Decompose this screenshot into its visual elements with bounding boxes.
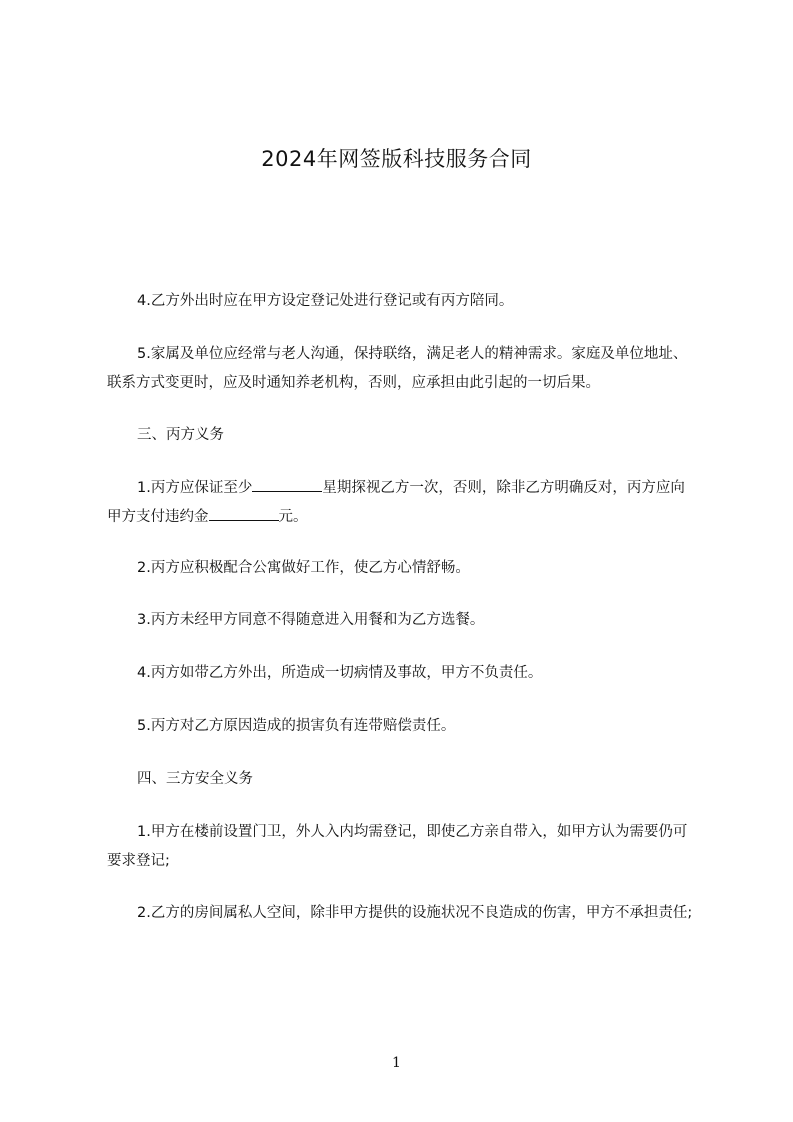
clause-c1-part-1: 1.丙方应保证至少 [137, 480, 253, 496]
clause-c1-part-3: 元。 [278, 509, 308, 525]
clause-s1-gatekeeper: 1.甲方在楼前设置门卫，外人入内均需登记，即使乙方亲自带入，如甲方认为需要仍可要求登记; [107, 824, 688, 869]
clause-c4-outing-liability: 4.丙方如带乙方外出，所造成一切病情及事故，甲方不负责任。 [137, 665, 543, 681]
document-title: 2024年网签版科技服务合同 [261, 147, 532, 171]
page-number: 1 [392, 1055, 401, 1071]
clause-c1-part-2: 星期探视乙方一次，否则，除非乙方明确反对，丙方应向甲方支付违约金 [107, 480, 685, 525]
clause-c3-meals: 3.丙方未经甲方同意不得随意进入用餐和为乙方选餐。 [137, 612, 485, 628]
clause-c2-cooperation: 2.丙方应积极配合公寓做好工作，使乙方心情舒畅。 [137, 560, 470, 576]
section-heading-party-c-obligations: 三、丙方义务 [137, 427, 224, 443]
clause-5-family-contact: 5.家属及单位应经常与老人沟通，保持联络，满足老人的精神需求。家庭及单位地址、联系方式变更时，应及时通知养老机构，否则，应承担由此引起的一切后果。 [107, 346, 688, 391]
clause-4-outing-registration: 4.乙方外出时应在甲方设定登记处进行登记或有丙方陪同。 [137, 293, 514, 309]
clause-c5-joint-liability: 5.丙方对乙方原因造成的损害负有连带赔偿责任。 [137, 718, 456, 734]
clause-s2-private-room: 2.乙方的房间属私人空间，除非甲方提供的设施状况不良造成的伤害，甲方不承担责任; [137, 905, 693, 921]
fill-in-blank-weeks[interactable] [252, 477, 322, 492]
fill-in-blank-penalty[interactable] [209, 506, 279, 521]
clause-c1-visit-frequency [107, 474, 697, 532]
section-heading-safety-obligations: 四、三方安全义务 [137, 771, 253, 787]
